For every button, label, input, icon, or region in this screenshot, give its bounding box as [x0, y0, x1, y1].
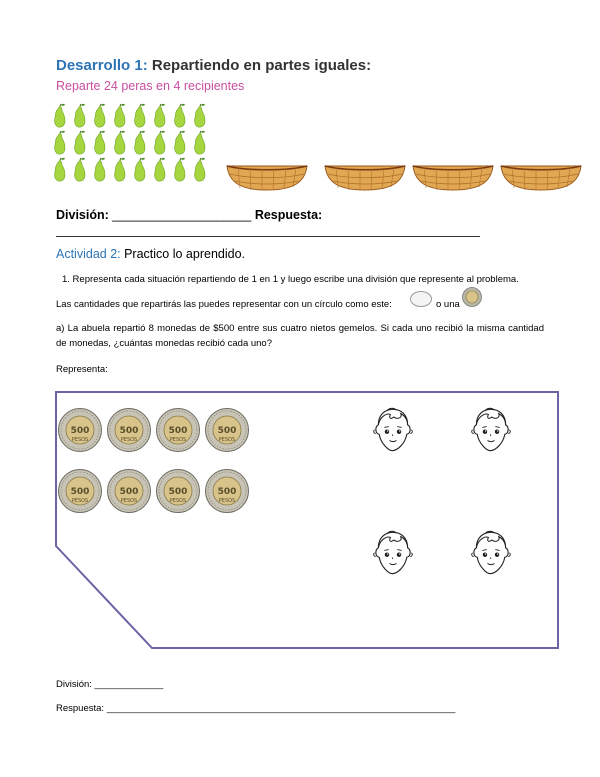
- division-answer-line: [56, 208, 322, 222]
- pear: [195, 158, 205, 181]
- pear: [115, 131, 125, 154]
- answer-rule[interactable]: [56, 236, 480, 237]
- pear: [195, 104, 205, 127]
- pear: [135, 158, 145, 181]
- basket-3: [412, 160, 494, 192]
- activity-title-rest: Practico lo aprendido.: [120, 247, 246, 261]
- pear: [75, 158, 85, 181]
- blank-circle-icon: [409, 290, 433, 308]
- pear: [175, 104, 185, 127]
- coins-group: [58, 408, 258, 518]
- coin-value-label: 500: [70, 487, 90, 497]
- division-label: División:: [56, 208, 109, 222]
- coin-unit-label: PESOS: [169, 498, 187, 504]
- pear-row-1: [55, 104, 205, 127]
- pear: [155, 131, 165, 154]
- coin-unit-label: PESOS: [120, 437, 138, 443]
- pear: [135, 104, 145, 127]
- coin-value-label: 500: [217, 487, 237, 497]
- pear: [75, 131, 85, 154]
- footer-answer-blank[interactable]: __________________________________________________________________: [106, 703, 456, 714]
- kid-face-3: [368, 523, 418, 583]
- pear: [75, 104, 85, 127]
- coin-unit-label: PESOS: [169, 437, 187, 443]
- pear: [95, 104, 105, 127]
- problem-text: a) La abuela repartió 8 monedas de $500 entre sus cuatro nietos gemelos. Si cada uno recibió la misma cantidad de monedas, ¿cuántas monedas recibió cada uno?: [56, 323, 544, 349]
- coin-unit-label: PESOS: [218, 437, 236, 443]
- coin-value-label: 500: [70, 426, 90, 436]
- footer-answer-label: Respuesta:: [56, 703, 105, 714]
- pear: [95, 158, 105, 181]
- footer-answer-line: [56, 703, 455, 714]
- pear-row-3: [55, 158, 205, 181]
- pear: [95, 131, 105, 154]
- activity-title-prefix: Actividad 2:: [56, 247, 121, 261]
- division-blank[interactable]: ____________________: [112, 208, 252, 222]
- footer-division-line: [56, 679, 163, 690]
- represent-label: Representa:: [56, 364, 108, 375]
- coin-value-label: 500: [119, 426, 139, 436]
- kid-face-2: [466, 400, 516, 460]
- coin-unit-label: PESOS: [71, 437, 89, 443]
- or-text: o una: [436, 299, 460, 310]
- kid-face-4: [466, 523, 516, 583]
- pear: [55, 131, 65, 154]
- basket-1: [226, 160, 308, 192]
- coin-value-label: 500: [119, 487, 139, 497]
- pears-group: [54, 102, 224, 187]
- basket-2: [324, 160, 406, 192]
- footer-division-blank[interactable]: _____________: [94, 679, 164, 690]
- represent-text: Las cantidades que repartirás las puedes representar con un círculo como este:: [56, 299, 392, 310]
- coin-unit-label: PESOS: [218, 498, 236, 504]
- kid-face-1: [368, 400, 418, 460]
- section-title: [56, 57, 371, 74]
- section-title-prefix: Desarrollo 1:: [56, 57, 148, 74]
- section-subtitle: Reparte 24 peras en 4 recipientes: [56, 79, 245, 93]
- coin-unit-label: PESOS: [120, 498, 138, 504]
- basket-4: [500, 160, 582, 192]
- pear: [115, 104, 125, 127]
- coin-value-label: 500: [168, 487, 188, 497]
- coin-icon: [462, 287, 482, 307]
- pear: [195, 131, 205, 154]
- pear: [155, 158, 165, 181]
- pear-row-2: [55, 131, 205, 154]
- footer-division-label: División:: [56, 679, 92, 690]
- coin-unit-label: PESOS: [71, 498, 89, 504]
- coin-value-label: 500: [168, 426, 188, 436]
- pear: [175, 131, 185, 154]
- pear: [55, 104, 65, 127]
- pear: [155, 104, 165, 127]
- pear: [55, 158, 65, 181]
- section-title-rest: Repartiendo en partes iguales:: [147, 57, 372, 74]
- activity-title: [56, 247, 245, 261]
- coin-value-label: 500: [217, 426, 237, 436]
- activity-instruction: 1. Representa cada situación repartiendo de 1 en 1 y luego escribe una división que represente al problema.: [62, 274, 519, 285]
- answer-label: Respuesta:: [254, 208, 323, 222]
- pear: [175, 158, 185, 181]
- pear: [115, 158, 125, 181]
- pear: [135, 131, 145, 154]
